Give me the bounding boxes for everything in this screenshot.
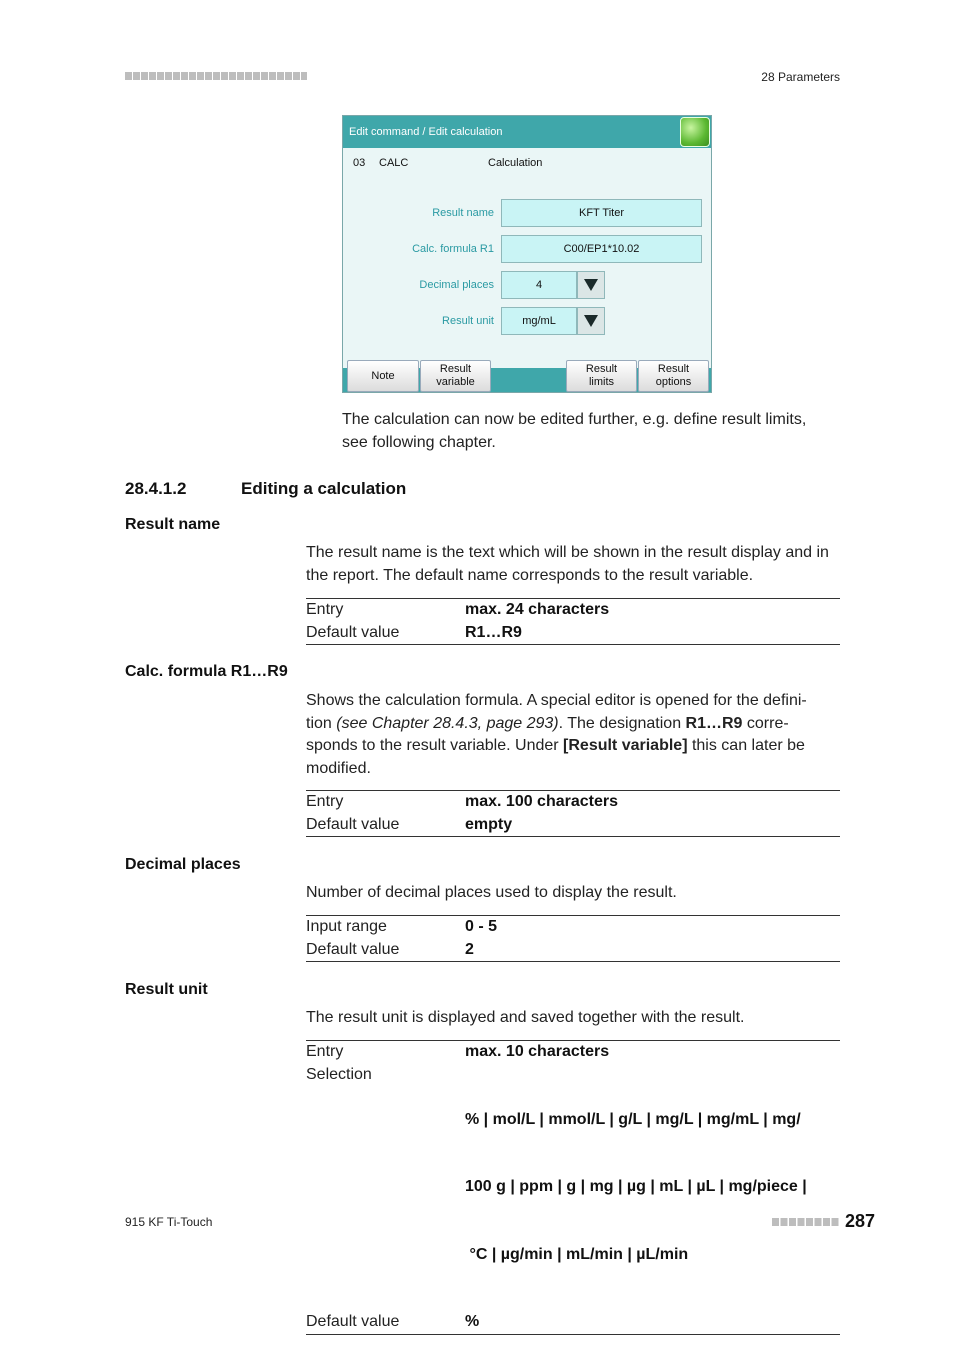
device-screenshot bbox=[342, 115, 712, 393]
command-description: Calculation bbox=[488, 157, 543, 169]
result-name-description: The result name is the text which will be shown in the result display and in the report. The default name corresponds to the result variable. bbox=[306, 544, 829, 584]
result-unit-heading: Result unit bbox=[125, 981, 208, 998]
result-name-table bbox=[306, 598, 840, 645]
triangle-down-icon bbox=[583, 278, 599, 292]
result-unit-description: The result unit is displayed and saved together with the result. bbox=[306, 1009, 745, 1026]
header-decoration bbox=[125, 72, 307, 80]
result-name-label: Result name bbox=[432, 207, 494, 219]
calc-formula-field[interactable]: C00/EP1*10.02 bbox=[501, 235, 702, 263]
decimal-places-heading: Decimal places bbox=[125, 856, 241, 873]
note-button[interactable]: Note bbox=[347, 360, 419, 392]
screen-title-bar bbox=[343, 116, 711, 148]
table-row: Entry max. 24 characters bbox=[306, 601, 610, 618]
screen-title: Edit command / Edit calculation bbox=[349, 126, 503, 138]
table-row: Default value R1…R9 bbox=[306, 623, 522, 641]
section-title: Editing a calculation bbox=[241, 479, 407, 498]
table-row: Input range 0 - 5 bbox=[306, 918, 498, 935]
section-number: 28.4.1.2 bbox=[125, 479, 187, 498]
table-row: Selection % | mol/L | mmol/L | g/L | mg/L | mg/mL | mg/ 100 g | ppm | g | mg | µg | mL | µL | mg/piece | °C | µg/min | mL/min | µL/min bbox=[306, 1065, 807, 1263]
chapter-title: 28 Parameters bbox=[761, 70, 840, 84]
table-row: Default value empty bbox=[306, 815, 513, 833]
table-row: Entry max. 10 characters bbox=[306, 1043, 610, 1060]
result-unit-table bbox=[306, 1040, 840, 1335]
footer-decoration bbox=[772, 1218, 840, 1226]
product-name: 915 KF Ti-Touch bbox=[125, 1215, 213, 1229]
result-unit-field[interactable]: mg/mL bbox=[501, 307, 577, 335]
calc-formula-label: Calc. formula R1 bbox=[412, 243, 494, 255]
decimal-places-table bbox=[306, 915, 840, 962]
table-row: Default value 2 bbox=[306, 940, 474, 958]
result-unit-label: Result unit bbox=[442, 315, 494, 327]
home-icon[interactable] bbox=[680, 117, 710, 147]
decimal-places-label: Decimal places bbox=[419, 279, 494, 291]
result-limits-button[interactable]: Result limits bbox=[566, 360, 637, 392]
result-variable-button[interactable]: Result variable bbox=[420, 360, 491, 392]
decimal-places-description: Number of decimal places used to display the result. bbox=[306, 884, 677, 901]
chapter-reference[interactable]: (see Chapter 28.4.3, page 293) bbox=[336, 714, 559, 732]
page-number: 287 bbox=[845, 1211, 876, 1231]
calc-formula-heading: Calc. formula R1…R9 bbox=[125, 663, 288, 680]
result-unit-dropdown[interactable] bbox=[577, 307, 605, 335]
decimal-places-field[interactable]: 4 bbox=[501, 271, 577, 299]
calc-formula-description: Shows the calculation formula. A special editor is opened for the defini- tion (see Chapter 28.4.3, page 293). The designation R1…R9 corre- sponds to the result variable. Under [Result variable] this can later be modified. bbox=[306, 692, 807, 777]
result-name-field[interactable]: KFT Titer bbox=[501, 199, 702, 227]
calc-formula-table bbox=[306, 790, 840, 837]
command-name: CALC bbox=[379, 157, 409, 169]
decimal-places-dropdown[interactable] bbox=[577, 271, 605, 299]
result-name-heading: Result name bbox=[125, 516, 221, 533]
table-row: Entry max. 100 characters bbox=[306, 793, 618, 810]
result-options-button[interactable]: Result options bbox=[638, 360, 709, 392]
command-number: 03 bbox=[353, 157, 366, 169]
triangle-down-icon bbox=[583, 314, 599, 328]
table-row: Default value % bbox=[306, 1313, 480, 1330]
intro-paragraph: The calculation can now be edited further, e.g. define result limits, see following chapter. bbox=[342, 411, 807, 451]
